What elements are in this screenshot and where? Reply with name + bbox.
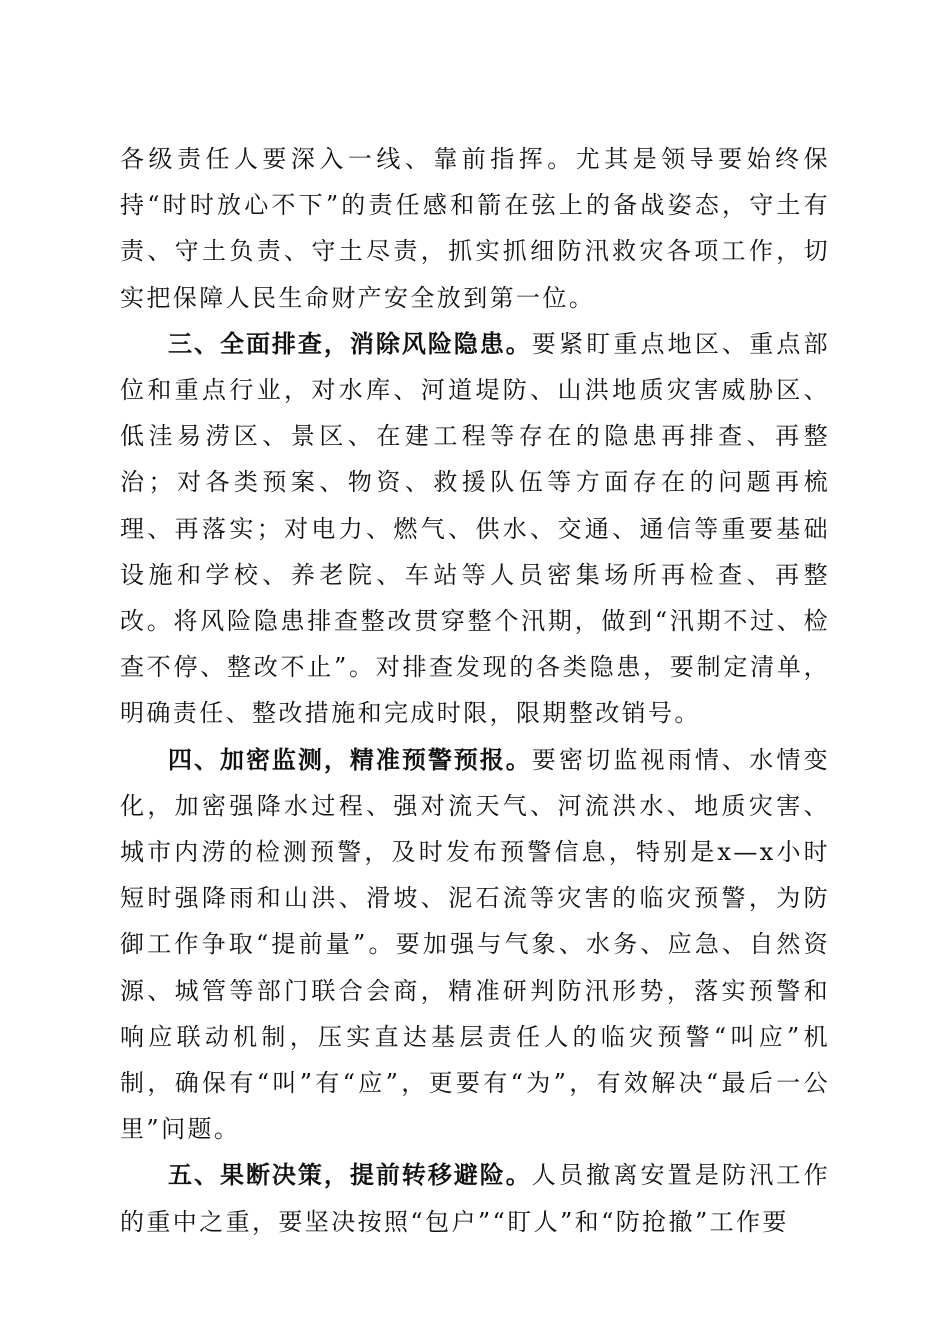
document-body bbox=[120, 136, 830, 1245]
section-heading: 三、全面排查，消除风险隐患。 bbox=[168, 329, 532, 358]
paragraph-body: 要密切监视雨情、水情变化，加密强降水过程、强对流天气、河流洪水、地质灾害、城市内涝的检测预警，及时发布预警信息，特别是x—x小时短时强降雨和山洪、滑坡、泥石流等灾害的临灾预警，为防御工作争取“提前量”。要加强与气象、水务、应急、自然资源、城管等部门联合会商，精准研判防汛形势，落实预警和响应联动机制，压实直达基层责任人的临灾预警“叫应”机制，确保有“叫”有“应”，更要有“为”，有效解决“最后一公里”问题。 bbox=[120, 745, 830, 1144]
paragraph-section-5 bbox=[120, 1152, 830, 1244]
paragraph-section-3 bbox=[120, 321, 830, 737]
section-heading: 五、果断决策，提前转移避险。 bbox=[168, 1161, 532, 1190]
paragraph-body: 各级责任人要深入一线、靠前指挥。尤其是领导要始终保持“时时放心不下”的责任感和箭在弦上的备战姿态，守土有责、守土负责、守土尽责，抓实抓细防汛救灾各项工作，切实把保障人民生命财产安全放到第一位。 bbox=[120, 145, 830, 312]
paragraph-body: 要紧盯重点地区、重点部位和重点行业，对水库、河道堤防、山洪地质灾害威胁区、低洼易涝区、景区、在建工程等存在的隐患再排查、再整治；对各类预案、物资、救援队伍等方面存在的问题再梳理、再落实；对电力、燃气、供水、交通、通信等重要基础设施和学校、养老院、车站等人员密集场所再检查、再整改。将风险隐患排查整改贯穿整个汛期，做到“汛期不过、检查不停、整改不止”。对排查发现的各类隐患，要制定清单，明确责任、整改措施和完成时限，限期整改销号。 bbox=[120, 329, 830, 728]
section-heading: 四、加密监测，精准预警预报。 bbox=[168, 745, 532, 774]
paragraph-section-4 bbox=[120, 737, 830, 1153]
paragraph-body: 人员撤离安置是防汛工作的重中之重，要坚决按照“包户”“盯人”和“防抢撤”工作要 bbox=[120, 1161, 830, 1236]
paragraph-continuation bbox=[120, 136, 830, 321]
